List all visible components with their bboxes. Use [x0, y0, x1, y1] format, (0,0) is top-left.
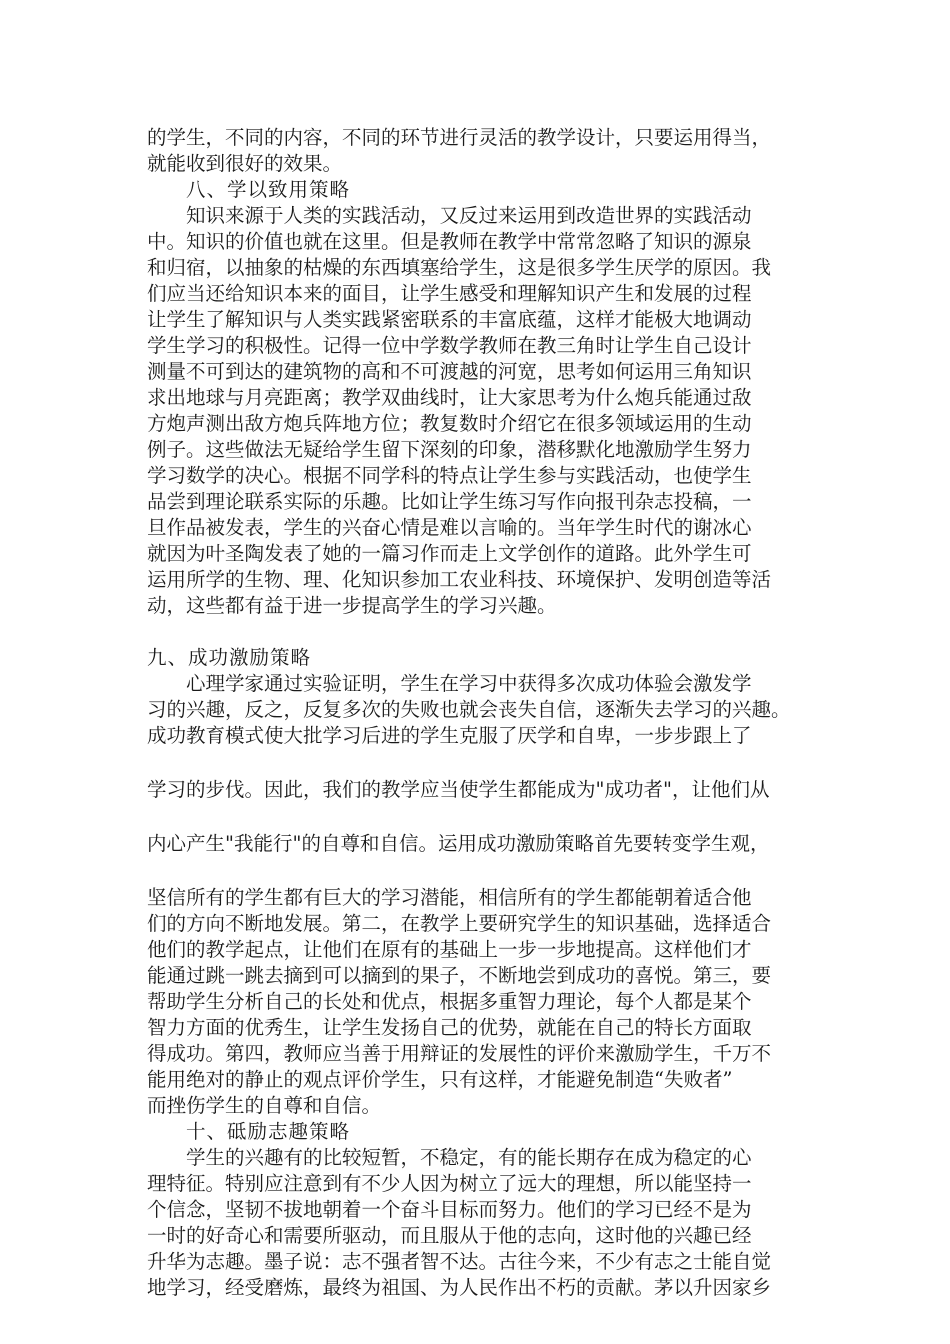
text-line: 一时的好奇心和需要所驱动，而且服从于他的志向，这时他的兴趣已经 — [147, 1224, 752, 1247]
text-line: 而挫伤学生的自尊和自信。 — [147, 1094, 382, 1117]
text-line: 品尝到理论联系实际的乐趣。比如让学生练习写作向报刊杂志投稿，一 — [147, 490, 752, 513]
text-line: 们的方向不断地发展。第二，在教学上要研究学生的知识基础，选择适合 — [147, 912, 772, 935]
text-line: 方炮声测出敌方炮兵阵地方位；教复数时介绍它在很多领域运用的生动 — [147, 412, 752, 435]
section-heading: 十、砥励志趣策略 — [186, 1120, 351, 1143]
text-line: 中。知识的价值也就在这里。但是教师在教学中常常忽略了知识的源泉 — [147, 230, 752, 253]
text-line: 就能收到很好的效果。 — [147, 152, 343, 175]
text-line: 地学习，经受磨炼，最终为祖国、为人民作出不朽的贡献。茅以升因家乡 — [147, 1276, 772, 1299]
text-line: 能用绝对的静止的观点评价学生，只有这样，才能避免制造“失败者” — [147, 1068, 733, 1091]
section-heading: 八、学以致用策略 — [186, 178, 351, 201]
text-line: 坚信所有的学生都有巨大的学习潜能，相信所有的学生都能朝着适合他 — [147, 886, 752, 909]
text-line: 学习数学的决心。根据不同学科的特点让学生参与实践活动，也使学生 — [147, 464, 752, 487]
text-line: 学生学习的积极性。记得一位中学数学教师在教三角时让学生自己设计 — [147, 334, 752, 357]
text-line: 智力方面的优秀生，让学生发扬自己的优势，就能在自己的特长方面取 — [147, 1016, 752, 1039]
text-line: 升华为志趣。墨子说：志不强者智不达。古往今来，不少有志之士能自觉 — [147, 1250, 772, 1273]
text-line: 让学生了解知识与人类实践紧密联系的丰富底蕴，这样才能极大地调动 — [147, 308, 752, 331]
section-heading: 九、成功激励策略 — [147, 646, 312, 669]
paragraph-first-line: 知识来源于人类的实践活动，又反过来运用到改造世界的实践活动 — [186, 204, 752, 227]
text-line: 理特征。特别应注意到有不少人因为树立了远大的理想，所以能坚持一 — [147, 1172, 752, 1195]
paragraph-first-line: 心理学家通过实验证明，学生在学习中获得多次成功体验会激发学 — [186, 672, 752, 695]
text-line: 能通过跳一跳去摘到可以摘到的果子，不断地尝到成功的喜悦。第三，要 — [147, 964, 772, 987]
text-line: 的学生，不同的内容，不同的环节进行灵活的教学设计，只要运用得当， — [147, 126, 772, 149]
text-line: 帮助学生分析自己的长处和优点，根据多重智力理论，每个人都是某个 — [147, 990, 752, 1013]
text-line: 动，这些都有益于进一步提高学生的学习兴趣。 — [147, 594, 557, 617]
text-line: 们应当还给知识本来的面目，让学生感受和理解知识产生和发展的过程 — [147, 282, 752, 305]
text-line: 个信念，坚韧不拔地朝着一个奋斗目标而努力。他们的学习已经不是为 — [147, 1198, 752, 1221]
text-line: 旦作品被发表，学生的兴奋心情是难以言喻的。当年学生时代的谢冰心 — [147, 516, 752, 539]
text-line: 习的兴趣，反之，反复多次的失败也就会丧失自信，逐渐失去学习的兴趣。 — [147, 698, 791, 721]
text-line: 和归宿，以抽象的枯燥的东西填塞给学生，这是很多学生厌学的原因。我 — [147, 256, 772, 279]
text-line: 例子。这些做法无疑给学生留下深刻的印象，潜移默化地激励学生努力 — [147, 438, 752, 461]
text-line: 成功教育模式使大批学习后进的学生克服了厌学和自卑，一步步跟上了 — [147, 724, 752, 747]
paragraph-first-line: 学生的兴趣有的比较短暂，不稳定，有的能长期存在成为稳定的心 — [186, 1146, 752, 1169]
text-line: 测量不可到达的建筑物的高和不可渡越的河宽，思考如何运用三角知识 — [147, 360, 752, 383]
text-line: 运用所学的生物、理、化知识参加工农业科技、环境保护、发明创造等活 — [147, 568, 772, 591]
text-line: 求出地球与月亮距离；教学双曲线时，让大家思考为什么炮兵能通过敌 — [147, 386, 752, 409]
text-line: 学习的步伐。因此，我们的教学应当使学生都能成为"成功者"，让他们从 — [147, 778, 770, 801]
text-line: 他们的教学起点，让他们在原有的基础上一步一步地提高。这样他们才 — [147, 938, 752, 961]
text-line: 内心产生"我能行"的自尊和自信。运用成功激励策略首先要转变学生观， — [147, 832, 770, 855]
text-line: 就因为叶圣陶发表了她的一篇习作而走上文学创作的道路。此外学生可 — [147, 542, 752, 565]
text-line: 得成功。第四，教师应当善于用辩证的发展性的评价来激励学生，千万不 — [147, 1042, 772, 1065]
